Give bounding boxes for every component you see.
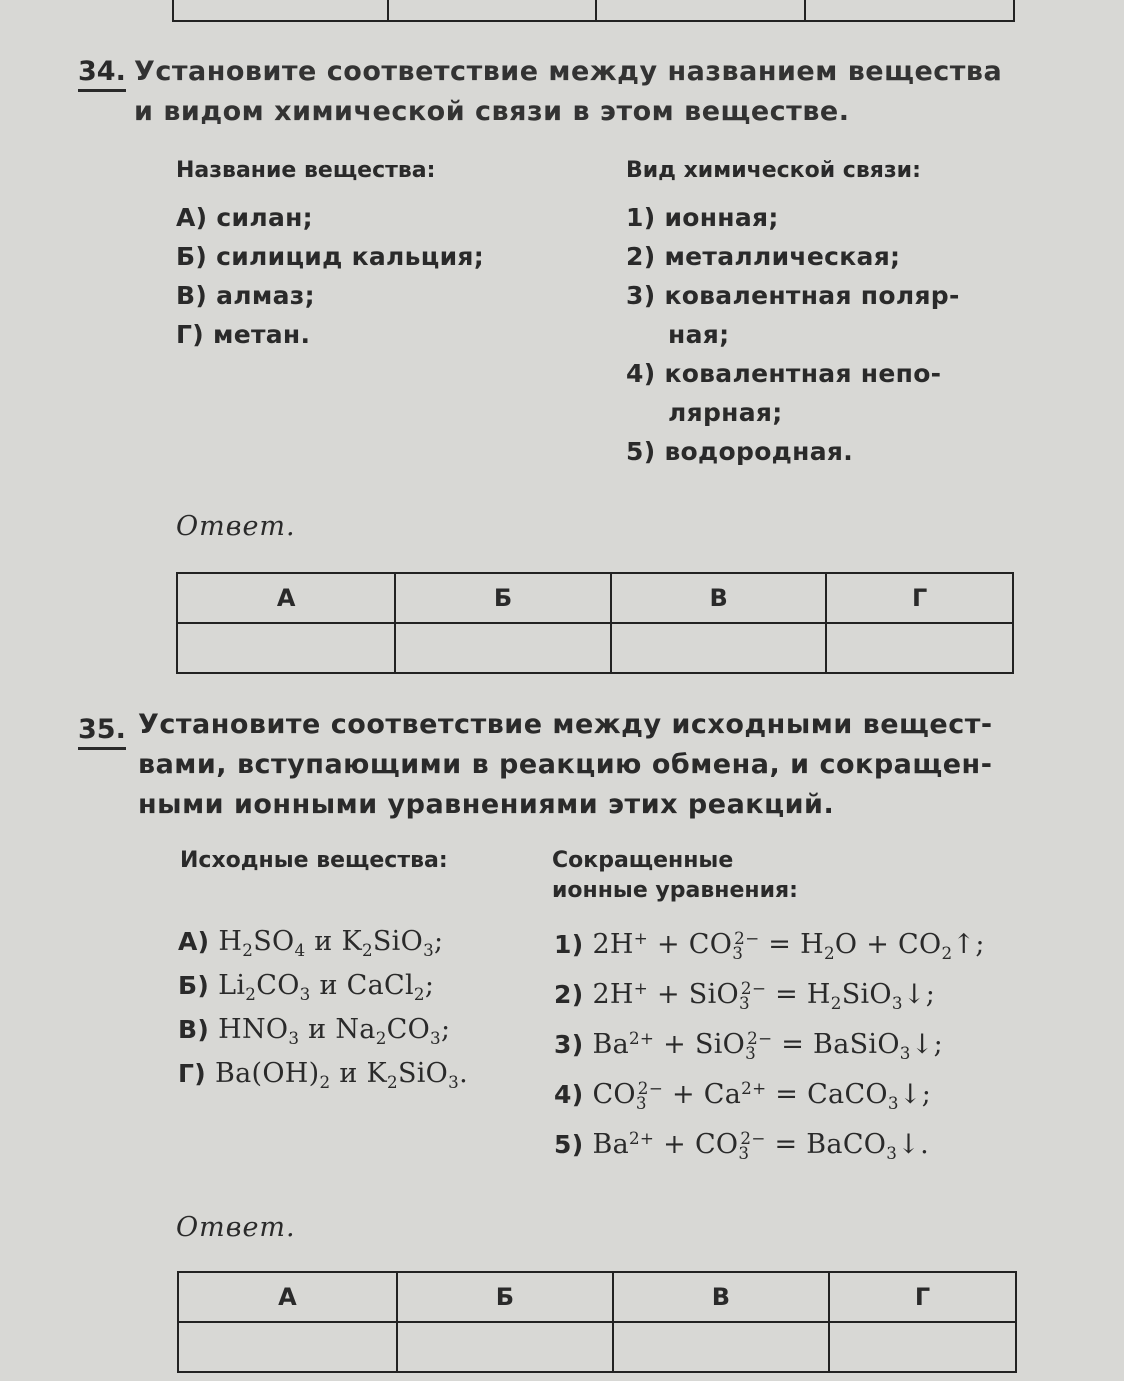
table-header-cell: Г [829,1272,1016,1322]
list-item-continuation: ная; [668,320,730,349]
list-item: 2) $2H^+ + SiO_3^{2-} = H_2SiO_3↓$; [554,977,936,1013]
q35-answer-label: Ответ. [176,1212,296,1243]
table-header-cell: В [613,1272,829,1322]
q35-reactant-list [178,920,468,1096]
q34-bond-list [626,198,960,471]
answer-cell[interactable] [829,1322,1016,1372]
list-item: 1) ионная; [626,203,779,232]
q35-question-line3: ными ионными уравнениями этих реакций. [138,789,835,820]
answer-cell[interactable] [611,623,827,673]
q34-answer-table [176,572,1014,674]
list-item: В) алмаз; [176,281,315,310]
list-item: 3) $Ba^{2+} + SiO_3^{2-}$ = BaSiO$_3$↓; [554,1027,944,1063]
q34-answer-label: Ответ. [176,511,296,542]
q34-left-header: Название вещества: [176,158,436,183]
table-header-cell: Б [397,1272,613,1322]
list-item: А) $H_2SO_4$ и $K_2SiO_3$; [178,926,444,960]
q34-question [134,52,1002,132]
table-header-cell: Б [395,573,611,623]
list-item: 2) металлическая; [626,242,901,271]
list-item: 4) ковалентная непо- [626,359,942,388]
q34-number: 34. [78,56,126,87]
q34-question-line2: и видом химической связи в этом веществе. [134,96,850,127]
q35-question-line1: Установите соответствие между исходными вещест- [138,709,993,740]
table-header-cell: А [177,573,395,623]
q34-right-header: Вид химической связи: [626,158,921,183]
answer-cell[interactable] [397,1322,613,1372]
answer-cell[interactable] [613,1322,829,1372]
list-item: 4) $CO_3^{2-} + Ca^{2+}$ = CaCO$_3$↓; [554,1077,932,1113]
list-item: 5) $Ba^{2+} + CO_3^{2-}$ = BaCO$_3$↓. [554,1127,929,1163]
list-item: 5) водородная. [626,437,854,466]
q34-question-line1: Установите соответствие между названием вещества [134,56,1003,87]
q35-left-header: Исходные вещества: [180,848,448,873]
answer-cell[interactable] [395,623,611,673]
q34-substance-list [176,198,484,354]
list-item-continuation: лярная; [668,398,783,427]
table-header-cell: В [611,573,827,623]
q35-right-header: Сокращенные ионные уравнения: [552,848,798,903]
q35-number: 35. [78,714,126,745]
list-item: Б) $Li_2CO_3$ и CaCl$_2$; [178,970,435,1004]
table-header-cell: А [178,1272,397,1322]
list-item: Б) силицид кальция; [176,242,485,271]
q35-answer-table [177,1271,1017,1373]
q35-equation-list [554,920,985,1170]
answer-cell[interactable] [178,1322,397,1372]
list-item: А) силан; [176,203,313,232]
list-item: В) $HNO_3$ и $Na_2CO_3$; [178,1014,451,1048]
list-item: Г) $Ba(OH)_2$ и $K_2SiO_3$. [178,1058,468,1092]
list-item: 3) ковалентная поляр- [626,281,960,310]
answer-cell[interactable] [826,623,1013,673]
table-header-cell: Г [826,573,1013,623]
q35-question-line2: вами, вступающими в реакцию обмена, и сокращен- [138,749,993,780]
list-item: Г) метан. [176,320,311,349]
q35-question [138,705,993,825]
previous-table-remnant [172,0,1015,22]
list-item: 1) $2H^+ + CO_3^{2-} = H_2O$ + $CO_2↑$; [554,927,985,963]
answer-cell[interactable] [177,623,395,673]
